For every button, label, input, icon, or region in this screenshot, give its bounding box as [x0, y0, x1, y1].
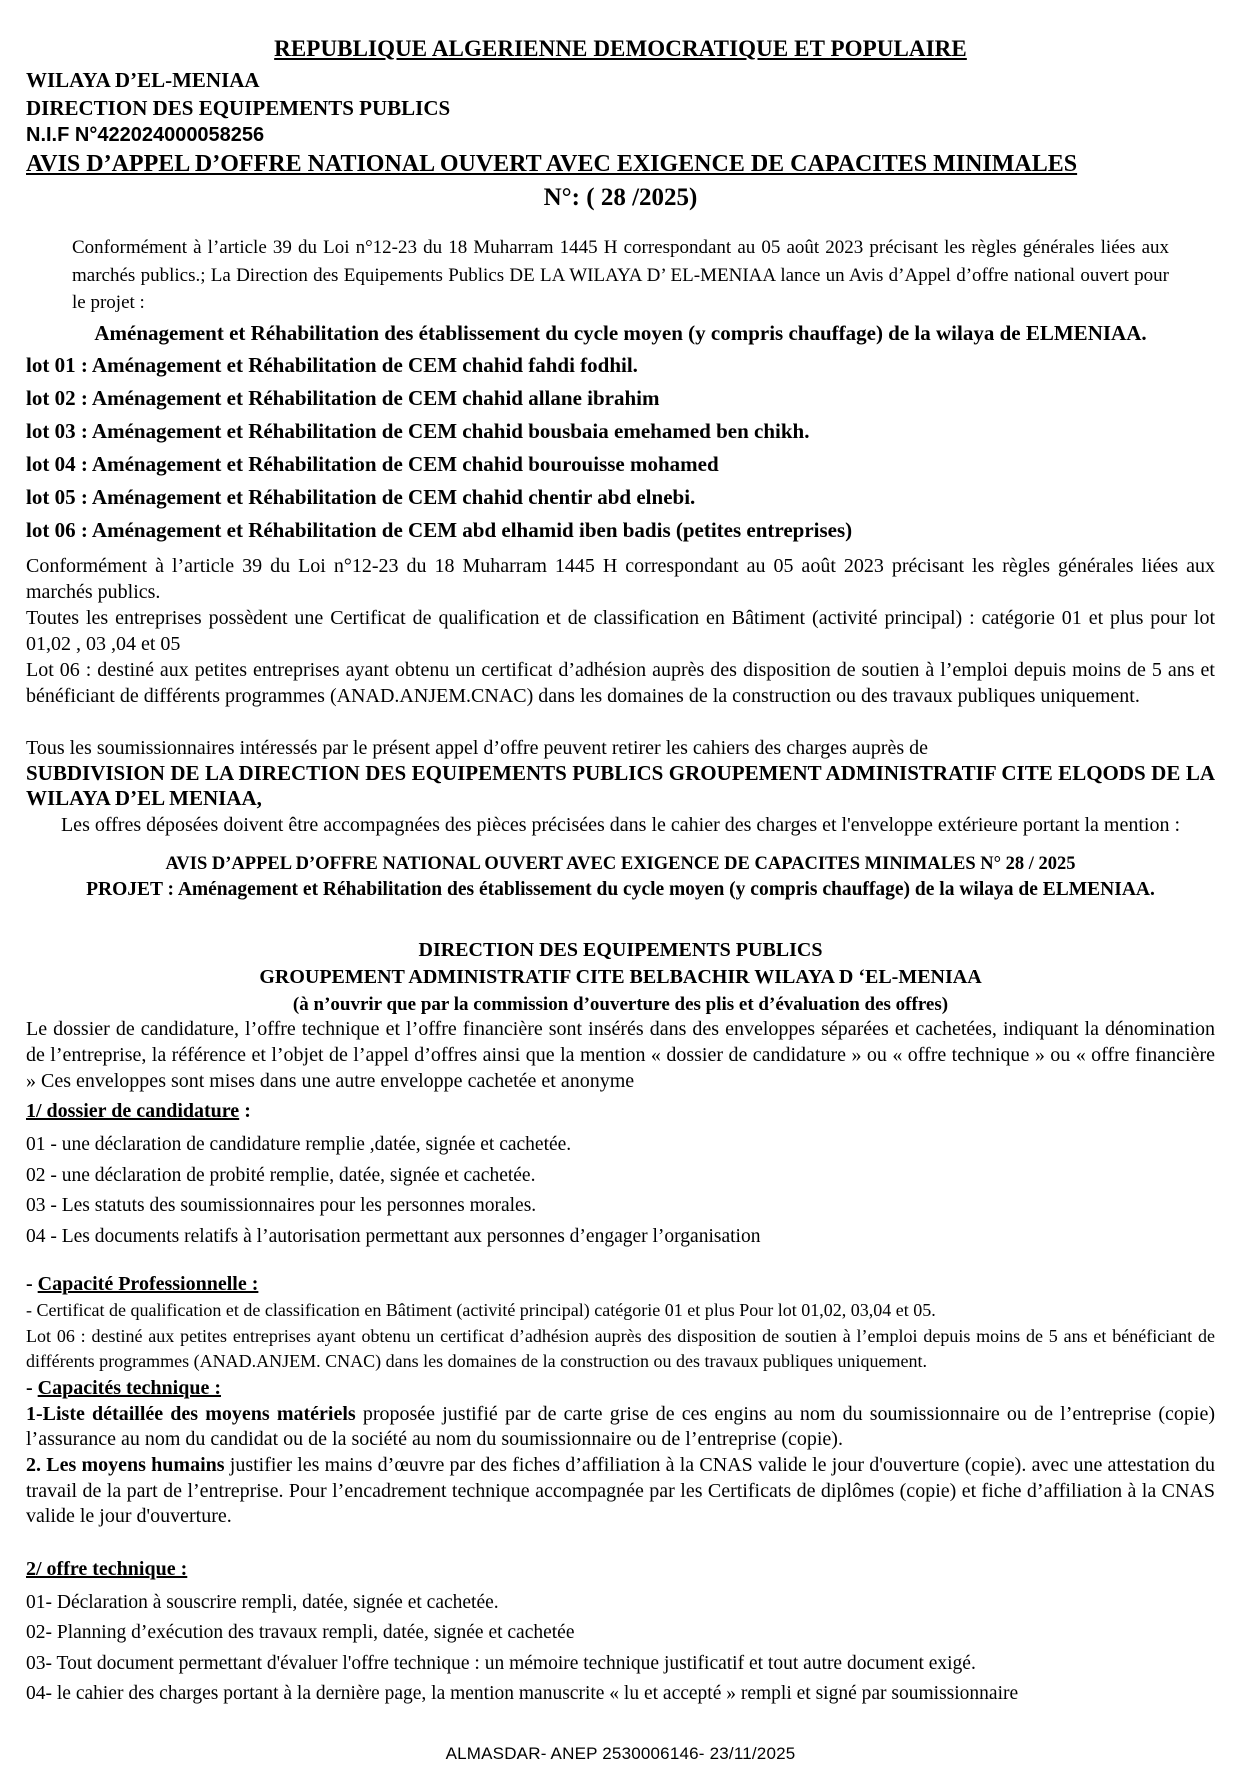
list-item: 02- Planning d’exécution des travaux rempli, datée, signée et cachetée [26, 1622, 575, 1644]
list-item: 04 - Les documents relatifs à l’autorisation permettant aux personnes d’engager l’organisation [26, 1225, 761, 1247]
section-capacite-tech-heading-text: Capacités technique : [37, 1376, 221, 1399]
lot-item: lot 06 : Aménagement et Réhabilitation de CEM abd elhamid iben badis (petites entreprises) [26, 518, 853, 543]
lot-item: lot 01 : Aménagement et Réhabilitation de CEM chahid fahdi fodhil. [26, 353, 638, 378]
section-candidature-heading [26, 1098, 1215, 1125]
withdrawal-address: SUBDIVISION DE LA DIRECTION DES EQUIPEMENTS PUBLICS GROUPEMENT ADMINISTRATIF CITE ELQODS DE LA WILAYA D’EL MENIAA, [26, 761, 1215, 811]
lot-item: lot 04 : Aménagement et Réhabilitation de CEM chahid bourouisse mohamed [26, 452, 719, 477]
moyens-humains-label: 2. Les moyens humains [26, 1454, 225, 1477]
envelopes-paragraph: Le dossier de candidature, l’offre technique et l’offre financière sont insérés dans des enveloppes séparées et cachetées, indiquant la dénomination de l’entreprise, la référence et l’objet de l’appel d’offres ainsi que la mention « dossier de candidature » ou « offre technique » ou « offre financière » Ces enveloppes sont mises dans une autre enveloppe cachetée et anonyme [26, 1018, 1215, 1092]
list-item: 03- Tout document permettant d'évaluer l'offre technique : un mémoire technique justificatif et tout autre document exigé. [26, 1652, 976, 1674]
moyens-materiels-label: 1-Liste détaillée des moyens matériels [26, 1402, 356, 1425]
lots-list [26, 355, 1215, 541]
section-candidature-heading-suffix: : [239, 1100, 251, 1123]
capacite-pro-line-2: Lot 06 : destiné aux petites entreprises ayant obtenu un certificat d’adhésion auprès des disposition de soutien à l’emploi depuis moins de 5 ans et bénéficiant de différents programmes (ANAD.ANJEM. CNAC) dans les domaines de la construction ou des travaux publiques uniquement. [26, 1325, 1215, 1372]
capacite-tech-item-1 [26, 1402, 1215, 1453]
capacite-pro-line-1: - Certificat de qualification et de classification en Bâtiment (activité principal) catégorie 01 et plus Pour lot 01,02, 03,04 et 05. [26, 1300, 936, 1321]
section-offre-technique-heading: 2/ offre technique : [26, 1557, 188, 1580]
project-title: Aménagement et Réhabilitation des établissement du cycle moyen (y compris chauffage) de la wilaya de ELMENIAA. [94, 320, 1147, 345]
law-paragraph: Conformément à l’article 39 du Loi n°12-23 du 18 Muharram 1445 H correspondant au 05 août 2023 précisant les règles générales liées aux marchés publics. [26, 555, 1215, 604]
list-item: 01 - une déclaration de candidature remplie ,datée, signée et cachetée. [26, 1134, 572, 1156]
mention-line-1: AVIS D’APPEL D’OFFRE NATIONAL OUVERT AVEC EXIGENCE DE CAPACITES MINIMALES N° 28 / 2025 [165, 853, 1076, 874]
envelope-note: Les offres déposées doivent être accompagnées des pièces précisées dans le cahier des charges et l'enveloppe extérieure portant la mention : [60, 813, 1181, 836]
lot06-paragraph: Lot 06 : destiné aux petites entreprises ayant obtenu un certificat d’adhésion auprès des disposition de soutien à l’emploi depuis moins de 5 ans et bénéficiant de différents programmes (ANAD.ANJEM.CNAC) dans les domaines de la construction ou des travaux publiques uniquement. [26, 659, 1215, 708]
offre-technique-items [26, 1593, 1215, 1704]
capacite-tech-item-2 [26, 1453, 1215, 1530]
candidature-items [26, 1135, 1215, 1246]
avis-title: AVIS D’APPEL D’OFFRE NATIONAL OUVERT AVEC EXIGENCE DE CAPACITES MINIMALES [26, 150, 1078, 177]
direction-line: DIRECTION DES EQUIPEMENTS PUBLICS [26, 95, 451, 120]
moyens-humains-text: justifier les mains d’œuvre par des fiches d’affiliation à la CNAS valide le jour d'ouverture (copie). avec une attestation du travail de la part de l’entreprise. Pour l’encadrement technique accompagnée par les Certificats de diplômes (copie) et fiche d’affiliation à la CNAS valide le jour d'ouverture. [26, 1454, 1215, 1528]
recipient-groupement: GROUPEMENT ADMINISTRATIF CITE BELBACHIR WILAYA D ‘EL-MENIAA [259, 966, 982, 989]
list-item: 02 - une déclaration de probité remplie, datée, signée et cachetée. [26, 1164, 536, 1186]
section-capacite-pro-heading [26, 1271, 1215, 1298]
moyens-materiels-text: proposée justifié par de carte grise de ces engins au nom du soumissionnaire ou de l’entreprise (copie) l’assurance au nom du candidat ou de la société au nom du soumissionnaire ou de l’entreprise (copie). [26, 1402, 1215, 1451]
avis-number: N°: ( 28 /2025) [543, 184, 698, 212]
footer-reference: ALMASDAR- ANEP 2530006146- 23/11/2025 [445, 1743, 796, 1763]
mention-line-2: PROJET : Aménagement et Réhabilitation des établissement du cycle moyen (y compris chauffage) de la wilaya de ELMENIAA. [86, 878, 1155, 900]
lot-item: lot 05 : Aménagement et Réhabilitation de CEM chahid chentir abd elnebi. [26, 485, 696, 510]
wilaya-line: WILAYA D’EL-MENIAA [26, 68, 260, 93]
section-capacite-pro-heading-text: Capacité Professionnelle : [37, 1273, 259, 1296]
nif-line: N.I.F N°422024000058256 [26, 123, 265, 146]
withdrawal-intro: Tous les soumissionnaires intéressés par le présent appel d’offre peuvent retirer les cahiers des charges auprès de [26, 737, 928, 760]
lot-item: lot 03 : Aménagement et Réhabilitation de CEM chahid bousbaia emehamed ben chikh. [26, 419, 810, 444]
qualification-paragraph: Toutes les entreprises possèdent une Certificat de qualification et de classification en Bâtiment (activité principal) : catégorie 01 et plus pour lot 01,02 , 03 ,04 et 05 [26, 607, 1215, 656]
section-capacite-tech-heading [26, 1375, 1215, 1402]
intro-paragraph: Conformément à l’article 39 du Loi n°12-23 du 18 Muharram 1445 H correspondant au 05 août 2023 précisant les règles générales liées aux marchés publics.; La Direction des Equipements Publics DE LA WILAYA D’ EL-MENIAA lance un Avis d’Appel d’offre national ouvert pour le projet : [72, 237, 1169, 314]
list-item: 01- Déclaration à souscrire rempli, datée, signée et cachetée. [26, 1591, 499, 1613]
recipient-direction: DIRECTION DES EQUIPEMENTS PUBLICS [418, 939, 823, 962]
section-candidature-heading-text: 1/ dossier de candidature [26, 1100, 240, 1123]
dash-prefix: - [26, 1273, 38, 1296]
lot-item: lot 02 : Aménagement et Réhabilitation de CEM chahid allane ibrahim [26, 386, 660, 411]
list-item: 04- le cahier des charges portant à la dernière page, la mention manuscrite « lu et accepté » rempli et signé par soumissionnaire [26, 1683, 1019, 1705]
document-header [26, 36, 1215, 212]
republic-title: REPUBLIQUE ALGERIENNE DEMOCRATIQUE ET POPULAIRE [274, 36, 967, 61]
list-item: 03 - Les statuts des soumissionnaires pour les personnes morales. [26, 1195, 537, 1217]
recipient-commission-note: (à n’ouvrir que par la commission d’ouverture des plis et d’évaluation des offres) [292, 993, 949, 1015]
dash-prefix: - [26, 1376, 38, 1399]
